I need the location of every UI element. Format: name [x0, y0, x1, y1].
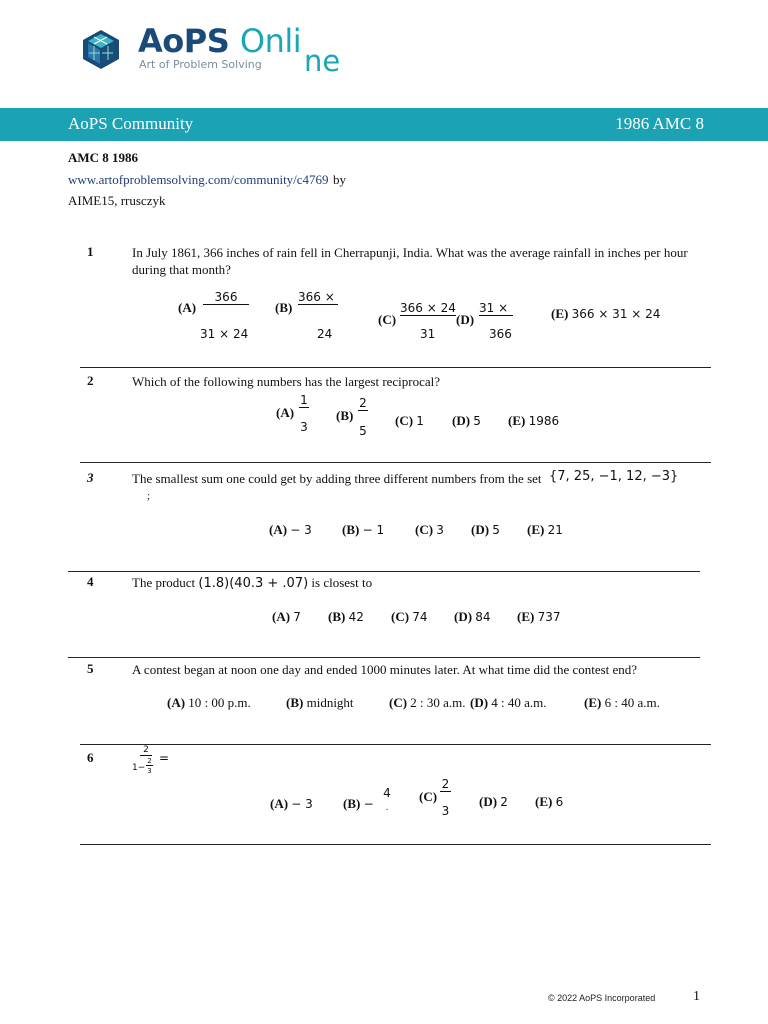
divider — [68, 571, 700, 572]
option-a: (A) — [178, 300, 197, 315]
problem-set: {7, 25, −1, 12, −3} — [549, 469, 679, 484]
option-b-denominator: . — [385, 803, 389, 813]
option-e: (E) 366 × 31 × 24 — [551, 306, 661, 321]
option-b: (B) − — [343, 796, 374, 811]
option-d: (D) 5 — [452, 413, 481, 428]
page-number: 1 — [693, 989, 700, 1004]
problem-number: 3 — [87, 470, 94, 485]
option-b-numerator: 4 — [383, 786, 391, 800]
option-a: (A) — [276, 405, 295, 420]
option-c: (C) 2 : 30 a.m. — [389, 695, 466, 710]
option-d: (D) 84 — [454, 609, 491, 624]
footer-copyright: © 2022 AoPS Incorporated — [548, 993, 656, 1003]
problem-text: A contest began at noon one day and ended 1000 minutes later. At what time did the contest end? — [132, 662, 638, 677]
expr-equals: = — [159, 751, 170, 765]
problem-text: Which of the following numbers has the largest reciprocal? — [132, 374, 441, 389]
option-c-denominator: 31 — [420, 327, 436, 341]
option-c: (C) — [378, 312, 397, 327]
problem-number: 5 — [87, 661, 94, 676]
expr-inner-denominator: 3 — [147, 767, 152, 775]
option-e: (E) 6 : 40 a.m. — [584, 695, 660, 710]
option-c: (C) 1 — [395, 413, 424, 428]
option-c: (C) — [419, 789, 438, 804]
option-e: (E) 21 — [527, 522, 563, 537]
option-d-numerator: 31 × — [479, 301, 513, 316]
divider — [80, 844, 711, 845]
option-c: (C) 74 — [391, 609, 428, 624]
option-d-denominator: 366 — [489, 327, 512, 341]
option-c-numerator: 2 — [441, 777, 450, 791]
expr-numerator: 2 — [140, 745, 152, 756]
option-e: (E) 737 — [517, 609, 561, 624]
brand-tagline: Art of Problem Solving — [139, 58, 262, 71]
option-b: (B) − 1 — [342, 522, 385, 537]
option-b: (B) — [275, 300, 293, 315]
problem-text: The product (1.8)(40.3 + .07) is closest to — [132, 575, 373, 591]
divider — [68, 657, 700, 658]
option-e: (E) 1986 — [508, 413, 560, 428]
divider — [80, 367, 711, 368]
authors: AIME15, rrusczyk — [68, 193, 166, 208]
option-a: (A) 7 — [272, 609, 301, 624]
problem-text: The smallest sum one could get by adding three different numbers from the set — [132, 471, 542, 486]
option-d: (D) — [456, 312, 475, 327]
option-b-numerator: 366 × — [298, 290, 338, 305]
option-c: (C) 3 — [415, 522, 444, 537]
option-b-denominator: 5 — [359, 424, 367, 438]
option-a-denominator: 3 — [300, 420, 308, 434]
option-b: (B) midnight — [286, 695, 354, 710]
option-a-denominator: 31 × 24 — [200, 327, 249, 341]
option-b: (B) — [336, 408, 354, 423]
option-a: (A) − 3 — [269, 522, 312, 537]
problem-number: 2 — [87, 373, 94, 388]
option-b-denominator: 24 — [317, 327, 333, 341]
option-e: (E) 6 — [535, 794, 564, 809]
divider — [80, 744, 711, 745]
option-c-numerator: 366 × 24 — [400, 301, 456, 315]
banner-contest-label: 1986 AMC 8 — [615, 114, 704, 133]
option-c-denominator: 3 — [441, 804, 450, 818]
option-a: (A) 10 : 00 p.m. — [167, 695, 251, 710]
option-a-numerator: 366 — [203, 290, 249, 305]
option-d: (D) 5 — [471, 522, 500, 537]
problem-text: In July 1861, 366 inches of rain fell in Cherrapunji, India. What was the average rainfall in inches per hour during that month? — [132, 245, 688, 277]
option-b-numerator: 2 — [359, 396, 367, 410]
option-d: (D) 2 — [479, 794, 508, 809]
expr-denominator: 1− — [132, 763, 146, 773]
banner-community-label: AoPS Community — [68, 114, 194, 133]
community-banner — [0, 108, 768, 141]
option-d: (D) 4 : 40 a.m. — [470, 695, 547, 710]
problem-number: 4 — [87, 574, 94, 589]
problem-number: 1 — [87, 244, 94, 259]
community-link[interactable]: www.artofproblemsolving.com/community/c4769 — [68, 172, 329, 187]
option-a: (A) − 3 — [270, 796, 313, 811]
brand-wordmark-wrap: ne — [304, 44, 341, 78]
document-title: AMC 8 1986 — [68, 150, 139, 165]
expr-inner-numerator: 2 — [147, 757, 152, 765]
by-label: by — [333, 172, 346, 187]
option-a-numerator: 1 — [300, 393, 308, 407]
problem-tail: ; — [147, 490, 151, 502]
option-b: (B) 42 — [328, 609, 364, 624]
brand-wordmark: AoPS Onli — [138, 22, 302, 60]
divider — [80, 462, 711, 463]
aops-logo-icon — [80, 28, 122, 70]
problem-number: 6 — [87, 750, 94, 765]
